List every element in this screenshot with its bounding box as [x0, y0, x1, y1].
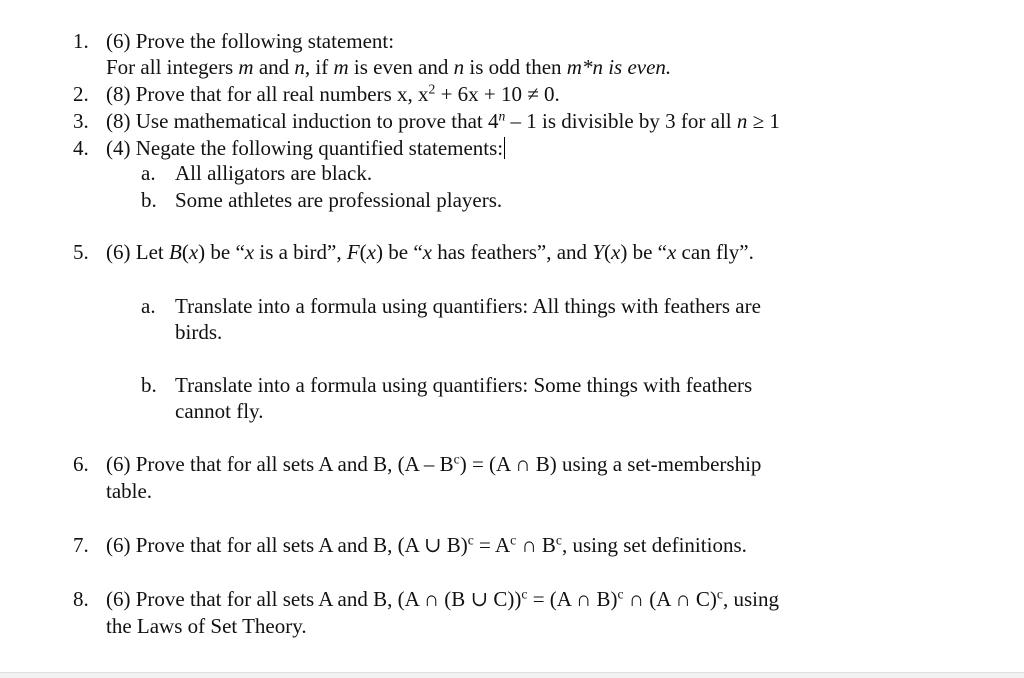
- question-5-item-b-text-cont: cannot fly.: [175, 399, 264, 423]
- text-cursor: [504, 137, 505, 159]
- question-8-number: 8.: [73, 587, 89, 611]
- question-5-item-a-text: Translate into a formula using quantifiers: All things with feathers are: [175, 294, 761, 318]
- question-7-text: (6) Prove that for all sets A and B, (A ∪ $B)^c = A^c$ ∩ $B^c$, using set definitions.: [106, 532, 747, 557]
- question-1-prompt: (6) Prove the following statement:: [106, 29, 395, 53]
- question-4-number: 4.: [73, 136, 89, 160]
- question-3-text: (8) Use mathematical induction to prove that 4$^n$ – 1 is divisible by 3 for all n ≥ 1: [106, 108, 780, 133]
- question-5-text: (6) Let B(x) be “x is a bird”, F(x) be “x has feathers”, and Y(x) be “x can fly”.: [106, 240, 754, 264]
- question-5-item-b-letter: b.: [141, 373, 157, 397]
- question-6-text-cont: table.: [106, 479, 153, 503]
- question-2-number: 2.: [73, 82, 89, 106]
- question-4-item-b-text: Some athletes are professional players.: [175, 188, 503, 212]
- question-2-text: (8) Prove that for all real numbers x, $x^2 + 6x + 10 \ne 0$.: [106, 81, 560, 106]
- page-bottom-edge: [0, 672, 1024, 678]
- question-5-item-a-text-cont: birds.: [175, 320, 223, 344]
- question-8-text-cont: the Laws of Set Theory.: [106, 614, 307, 638]
- question-6-text: (6) Prove that for all sets A and B, $(A - B^c) = (A$ ∩ B) using a set-membership: [106, 451, 762, 476]
- question-5-number: 5.: [73, 240, 89, 264]
- question-4-text[interactable]: (4) Negate the following quantified statements:: [106, 136, 504, 160]
- question-5-item-b-text: Translate into a formula using quantifiers: Some things with feathers: [175, 373, 753, 397]
- question-4-item-a-text: All alligators are black.: [175, 161, 373, 185]
- question-3-number: 3.: [73, 109, 89, 133]
- question-4-item-a-letter: a.: [141, 161, 156, 185]
- question-7-number: 7.: [73, 533, 89, 557]
- question-5-item-a-letter: a.: [141, 294, 156, 318]
- question-1-statement-text: For all integers m and n, if m is even and n is odd then m*n is even.: [106, 55, 672, 79]
- question-8-text: (6) Prove that for all sets A and B, (A ∩ (B ∪ C))$^c$ = (A ∩ B)$^c$ ∩ (A ∩ C)$^c$, using: [106, 586, 779, 611]
- question-4-item-b-letter: b.: [141, 188, 157, 212]
- question-1-number: 1.: [73, 29, 89, 53]
- question-6-number: 6.: [73, 452, 89, 476]
